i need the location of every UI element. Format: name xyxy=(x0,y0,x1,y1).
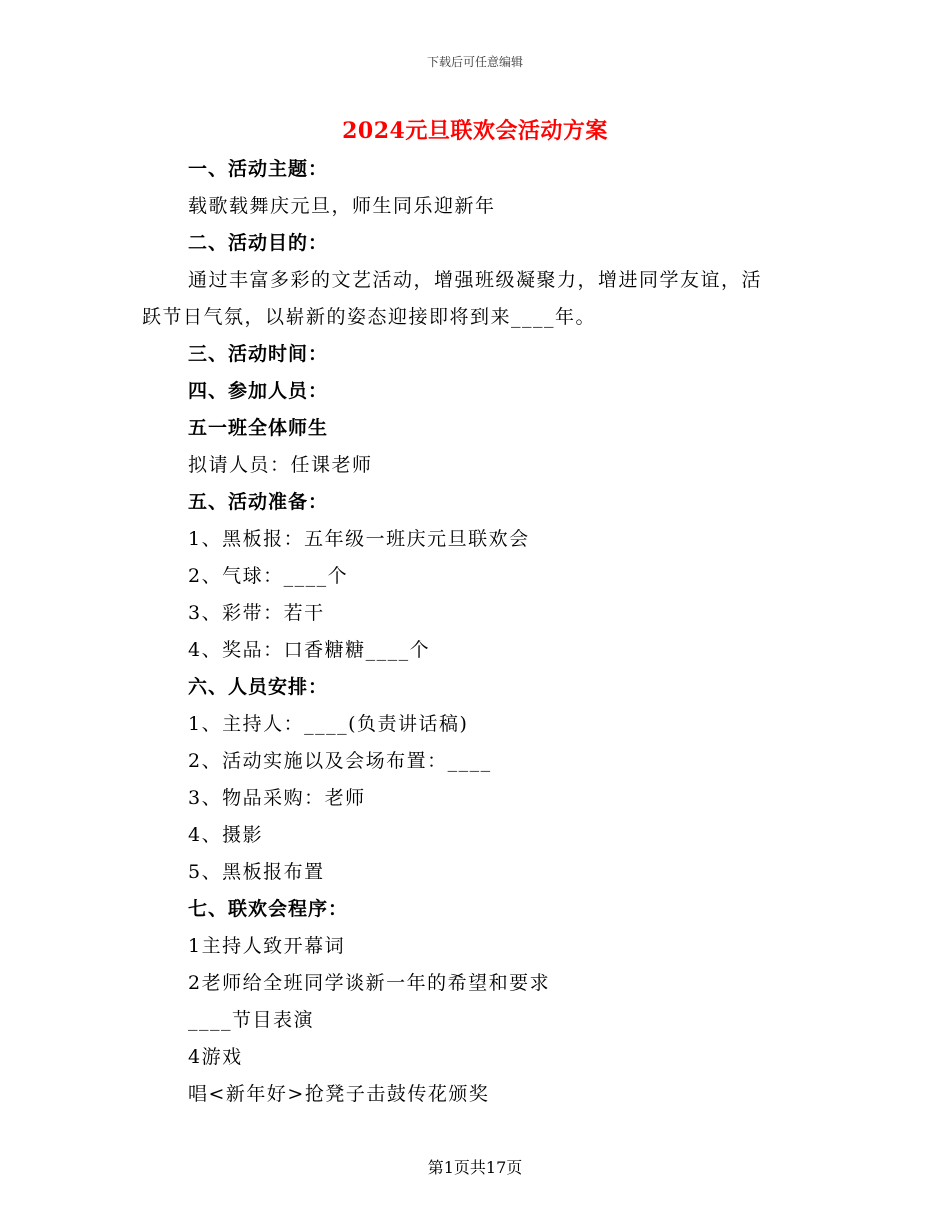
section-heading: 一、活动主题： xyxy=(188,158,329,180)
section-heading: 七、联欢会程序： xyxy=(188,898,349,920)
paragraph-line: 拟请人员：任课老师 xyxy=(188,454,373,476)
list-item: 2、气球：____个 xyxy=(188,565,349,587)
section-heading: 三、活动时间： xyxy=(188,343,329,365)
paragraph-line: 通过丰富多彩的文艺活动，增强班级凝聚力，增进同学友谊，活 xyxy=(188,269,763,291)
list-item: 2、活动实施以及会场布置：____ xyxy=(188,750,492,772)
list-item: 4、奖品：口香糖糖____个 xyxy=(188,639,431,661)
list-item: 3、物品采购：老师 xyxy=(188,787,366,809)
list-item: ____节目表演 xyxy=(188,1009,315,1031)
list-item: 1、主持人：____(负责讲话稿) xyxy=(188,713,469,735)
list-item: 唱<新年好>抢凳子击鼓传花颁奖 xyxy=(188,1083,490,1105)
list-item: 4游戏 xyxy=(188,1046,243,1068)
header-note: 下载后可任意编辑 xyxy=(426,55,523,69)
list-item: 1、黑板报：五年级一班庆元旦联欢会 xyxy=(188,528,530,550)
section-heading: 五、活动准备： xyxy=(188,491,329,513)
list-item: 2老师给全班同学谈新一年的希望和要求 xyxy=(188,972,551,994)
list-item: 5、黑板报布置 xyxy=(188,861,325,883)
list-item: 1主持人致开幕词 xyxy=(188,935,346,957)
page-footer: 第1页共17页 xyxy=(427,1158,523,1177)
list-item: 4、摄影 xyxy=(188,824,264,846)
section-heading: 六、人员安排： xyxy=(188,676,329,698)
document-title: 2024元旦联欢会活动方案 xyxy=(342,118,608,144)
paragraph-line: 载歌载舞庆元旦，师生同乐迎新年 xyxy=(188,195,496,217)
section-heading: 四、参加人员： xyxy=(188,380,329,402)
paragraph-line: 跃节日气氛，以崭新的姿态迎接即将到来____年。 xyxy=(142,306,597,328)
participants-line: 五一班全体师生 xyxy=(188,417,329,439)
section-heading: 二、活动目的： xyxy=(188,232,329,254)
list-item: 3、彩带：若干 xyxy=(188,602,325,624)
